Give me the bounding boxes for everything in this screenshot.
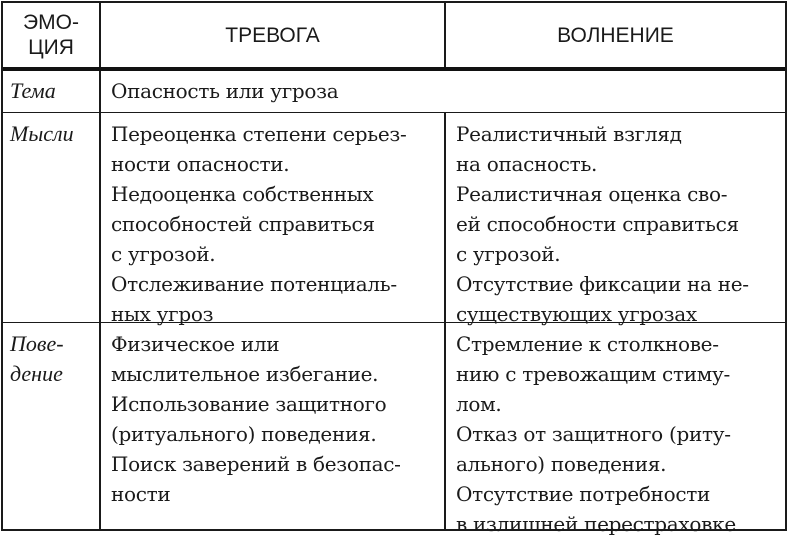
thoughts-excitement-cell — [444, 113, 785, 326]
row-label: дение — [10, 361, 63, 386]
cell-line: существующих угрозах — [456, 302, 697, 326]
cell-line: Переоценка степени серьез- — [111, 122, 407, 146]
cell-line: в излишней перестраховке — [456, 512, 736, 536]
cell-line: Отсутствие фиксации на не- — [456, 272, 749, 296]
behavior-excitement-cell — [444, 323, 785, 536]
row-label: Тема — [10, 78, 56, 103]
cell-line: ности — [111, 482, 171, 506]
cell-line: Стремление к столкнове- — [456, 332, 719, 356]
cell-line: Отказ от защитного (риту- — [456, 422, 731, 446]
cell-line: с угрозой. — [111, 242, 216, 266]
cell-line: ных угроз — [111, 302, 214, 326]
theme-value-cell — [99, 71, 785, 112]
cell-line: мыслительное избегание. — [111, 362, 379, 386]
behavior-row — [3, 323, 785, 536]
cell-line: лом. — [456, 392, 502, 416]
row-label: Пове- — [10, 331, 64, 356]
cell-line: Недооценка собственных — [111, 182, 374, 206]
header-anxiety-cell — [99, 3, 444, 67]
thoughts-row — [3, 113, 785, 326]
cell-line: Физическое или — [111, 332, 280, 356]
header-row — [3, 3, 785, 71]
cell-line: нию с тревожащим стиму- — [456, 362, 730, 386]
header-excitement-label: ВОЛНЕНИЕ — [557, 23, 674, 47]
cell-line: (ритуального) поведения. — [111, 422, 377, 446]
cell-line: ности опасности. — [111, 152, 290, 176]
header-anxiety-label: ТРЕВОГА — [225, 23, 320, 47]
theme-label-cell — [3, 71, 99, 112]
cell-line: Реалистичный взгляд — [456, 122, 682, 146]
cell-line: ей способности справиться — [456, 212, 739, 236]
cell-line: Использование защитного — [111, 392, 387, 416]
behavior-label-cell — [3, 323, 99, 529]
theme-value: Опасность или угроза — [111, 79, 339, 103]
header-emotion-line: ЭМО- — [23, 11, 79, 34]
cell-line: способностей справиться — [111, 212, 375, 236]
theme-row — [3, 71, 785, 113]
cell-line: Отсутствие потребности — [456, 482, 711, 506]
header-emotion-cell — [3, 3, 99, 67]
cell-line: Отслеживание потенциаль- — [111, 272, 397, 296]
cell-line: с угрозой. — [456, 242, 561, 266]
cell-line: Реалистичная оценка сво- — [456, 182, 728, 206]
cell-line: на опасность. — [456, 152, 598, 176]
behavior-anxiety-cell — [99, 323, 444, 529]
thoughts-label-cell — [3, 113, 99, 322]
row-label: Мысли — [10, 121, 74, 146]
cell-line: Поиск заверений в безопас- — [111, 452, 401, 476]
header-emotion-line: ЦИЯ — [28, 36, 74, 59]
emotion-comparison-table — [1, 1, 787, 536]
cell-line: ального) поведения. — [456, 452, 667, 476]
thoughts-anxiety-cell — [99, 113, 444, 326]
header-excitement-cell — [444, 3, 785, 67]
